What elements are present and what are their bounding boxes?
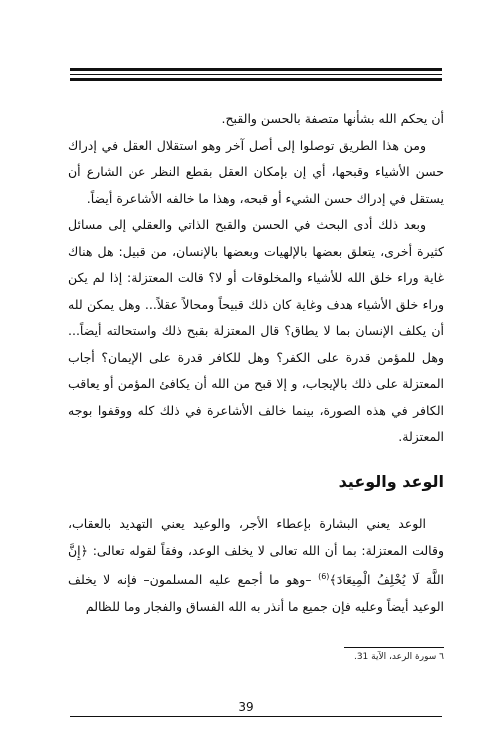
section-paragraph (68, 511, 444, 620)
page-number: 39 (238, 700, 254, 714)
footnote-marker: (6) (318, 572, 330, 581)
paragraph-3: وبعد ذلك أدى البحث في الحسن والقبح الذاتي والعقلي إلى مسائل كثيرة أخرى، يتعلق بعضها بالإلهيات وبعضها بالإنسان، من قبيل: هل هناك غاية وراء خلق الله للأشياء والمخلوقات أو لا؟ قالت المعتزلة: إذا لم يكن وراء خلق الأشياء هدف وغاية كان ذلك قبيحاً ومحالاً عقلاً... وهل يمكن لله أن يكلف الإنسان بما لا يطاق؟ قال المعتزلة بقبح ذلك واستحالته أيضاً... وهل للمؤمن قدرة على الكفر؟ وهل للكافر قدرة على الإيمان؟ أجاب المعتزلة على ذلك بالإيجاب، و إلا قبح من الله أن يكافئ المؤمن أو يعاقب الكافر في هذه الصورة، بينما خالف الأشاعرة في ذلك كله ووقفوا بوجه المعتزلة. (68, 217, 444, 444)
footer-rule (70, 716, 442, 717)
page-body (68, 106, 444, 620)
header-rule-top (70, 68, 442, 71)
paragraph-1: أن يحكم الله بشأنها متصفة بالحسن والقبح. (221, 111, 444, 126)
section-paragraph-text-2: –وهو ما أجمع عليه المسلمون– فإنه لا يخلف الوعيد أيضاً وعليه فإن جميع ما أنذر به الله الفساق والفجار وما للظالم (68, 572, 444, 614)
footnote: ٦ سورة الرعد، الآية 31. (353, 652, 444, 662)
section-heading: الوعد والوعيد (338, 471, 444, 491)
header-rule-bottom (70, 78, 442, 81)
paragraph-2: ومن هذا الطريق توصلوا إلى أصل آخر وهو استقلال العقل في إدراك حسن الأشياء وقبحها، أي إن بإمكان العقل بقطع النظر عن الشارع أن يستقل في إدراك حسن الشيء أو قبحه، وهذا ما خالفه الأشاعرة أيضاً. (68, 137, 444, 206)
footnote-separator (344, 647, 444, 648)
header-rule-middle (70, 74, 442, 75)
section-paragraph-text-1: الوعد يعني البشارة بإعطاء الأجر، والوعيد يعني التهديد بالعقاب، وقالت المعتزلة: بما أن الله تعالى لا يخلف الوعد، وفقاً لقوله تعالى: ﴿إِنَّ اللَّهَ لَا يُخْلِفُ الْمِيعَادَ﴾ (68, 516, 444, 588)
